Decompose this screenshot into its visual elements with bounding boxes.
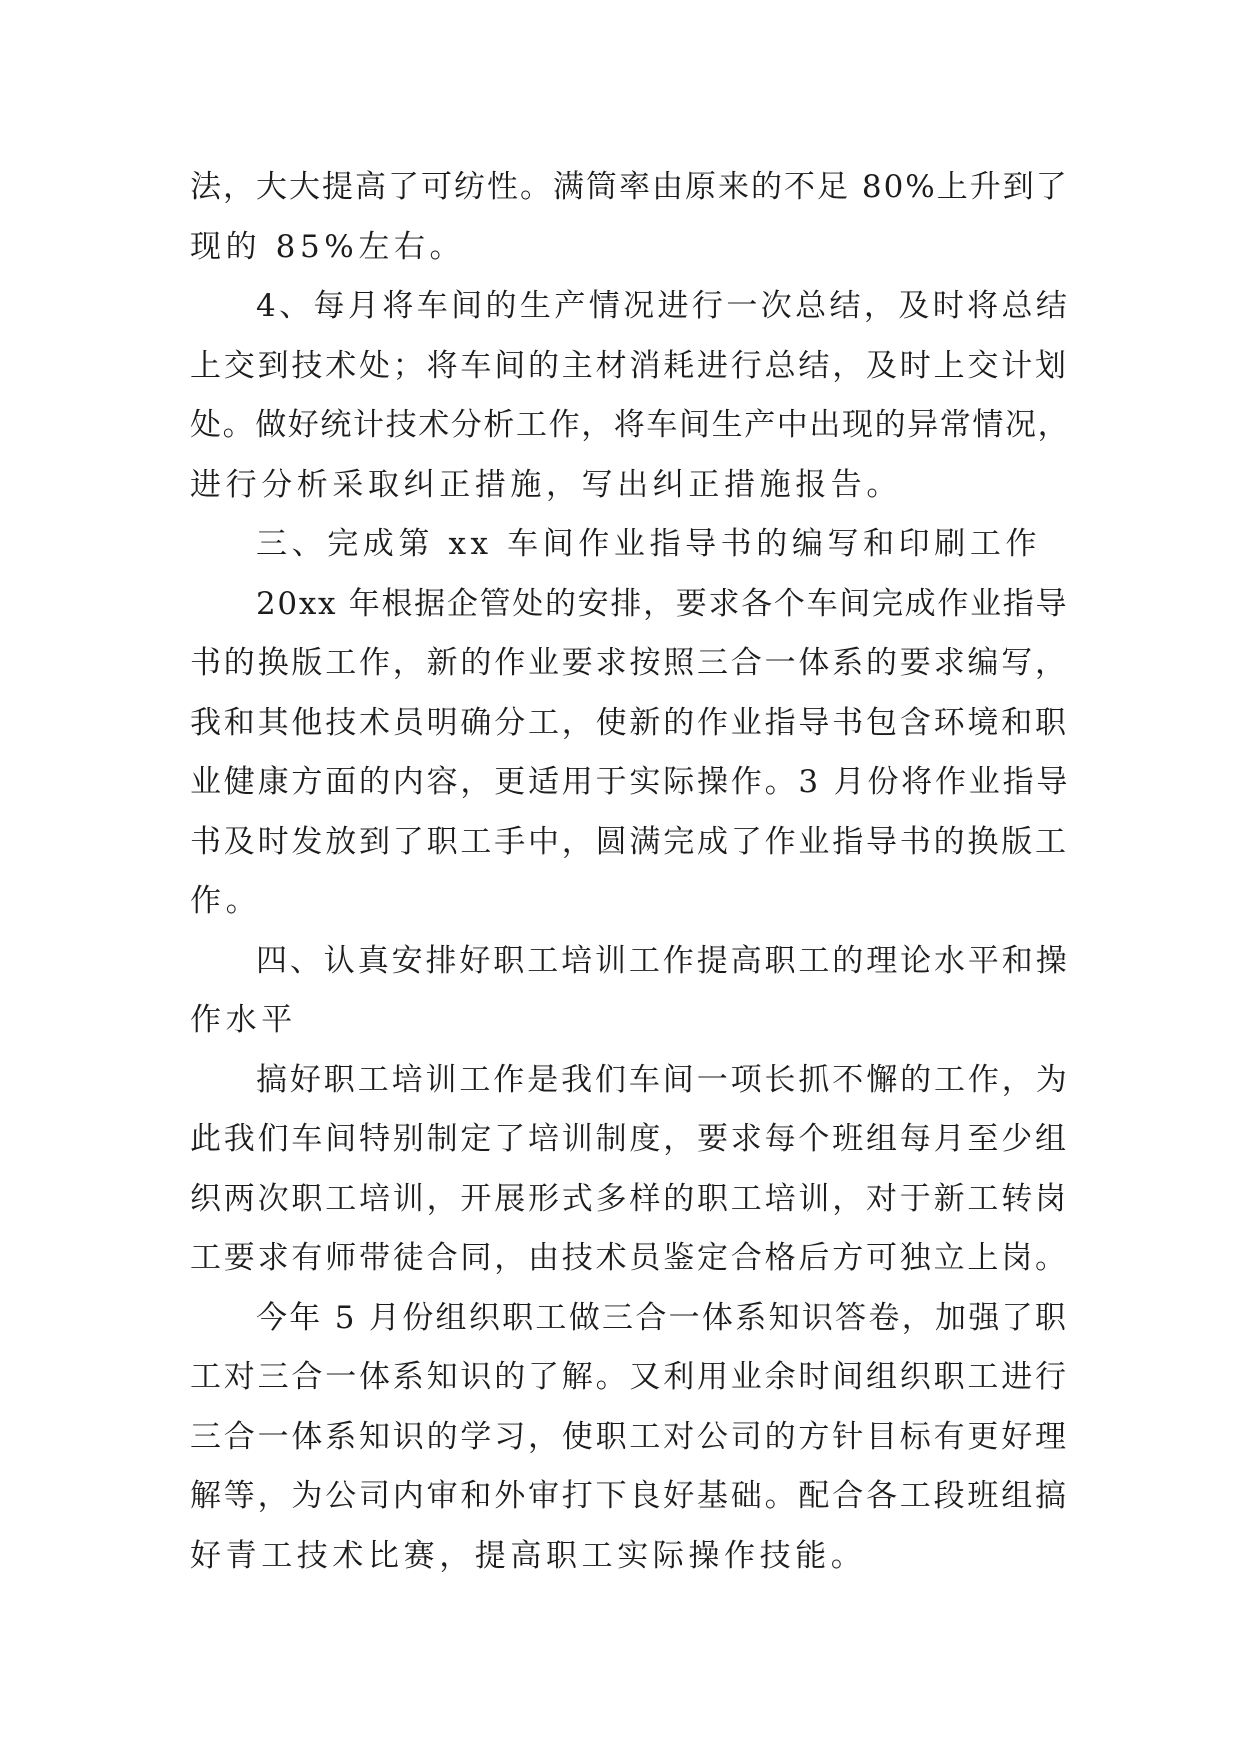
- text-line: 现的 85%左右。: [190, 228, 466, 265]
- section-heading-continued: 作水平: [190, 1002, 297, 1038]
- text-line: 工要求有师带徒合同，由技术员鉴定合格后方可独立上岗。: [190, 1240, 1069, 1276]
- text-line: 4、每月将车间的生产情况进行一次总结，及时将总结: [256, 288, 1071, 324]
- text-line: 书及时发放到了职工手中，圆满完成了作业指导书的换版工: [190, 823, 1069, 860]
- section-heading: 三、完成第 xx 车间作业指导书的编写和印刷工作: [256, 526, 1042, 562]
- text-line: 处。做好统计技术分析工作，将车间生产中出现的异常情况，: [190, 407, 1071, 443]
- text-line: 织两次职工培训，开展形式多样的职工培训，对于新工转岗: [190, 1180, 1069, 1217]
- text-line: 上交到技术处；将车间的主材消耗进行总结，及时上交计划: [190, 347, 1069, 384]
- text-line: 今年 5 月份组织职工做三合一体系知识答卷，加强了职: [256, 1299, 1069, 1336]
- text-line: 此我们车间特别制定了培训制度，要求每个班组每月至少组: [190, 1121, 1069, 1157]
- text-line: 作。: [190, 883, 262, 919]
- section-heading: 四、认真安排好职工培训工作提高职工的理论水平和操: [256, 942, 1070, 979]
- text-line: 解等，为公司内审和外审打下良好基础。配合各工段班组搞: [190, 1478, 1069, 1514]
- text-line: 我和其他技术员明确分工，使新的作业指导书包含环境和职: [190, 704, 1069, 741]
- text-line: 法，大大提高了可纺性。满筒率由原来的不足 80%上升到了: [190, 169, 1069, 205]
- text-line: 工对三合一体系知识的了解。又利用业余时间组织职工进行: [190, 1359, 1069, 1395]
- document-body: [190, 158, 1070, 1586]
- text-line: 搞好职工培训工作是我们车间一项长抓不懈的工作，为: [256, 1061, 1070, 1098]
- text-line: 进行分析采取纠正措施，写出纠正措施报告。: [190, 466, 902, 503]
- text-line: 20xx 年根据企管处的安排，要求各个车间完成作业指导: [256, 585, 1069, 622]
- text-line: 业健康方面的内容，更适用于实际操作。3 月份将作业指导: [190, 764, 1071, 800]
- text-line: 好青工技术比赛，提高职工实际操作技能。: [190, 1537, 867, 1574]
- text-line: 书的换版工作，新的作业要求按照三合一体系的要求编写，: [190, 645, 1069, 681]
- text-line: 三合一体系知识的学习，使职工对公司的方针目标有更好理: [190, 1418, 1069, 1455]
